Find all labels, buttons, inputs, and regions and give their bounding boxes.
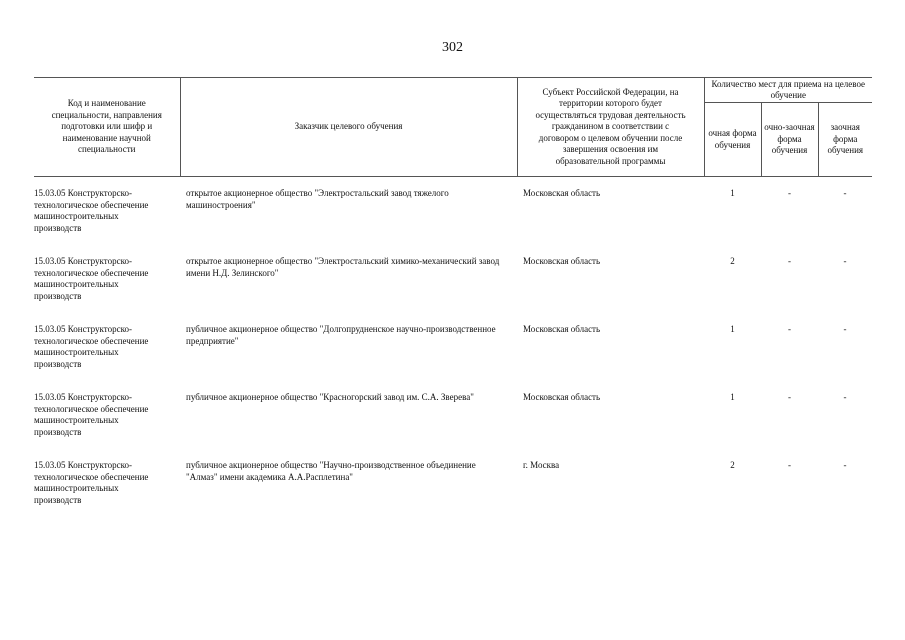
header-part-time: очно-заочная форма обучения (761, 103, 818, 177)
header-customer: Заказчик целевого обучения (180, 78, 517, 177)
row-correspondence: - (843, 324, 847, 334)
row-part-time: - (788, 324, 791, 334)
header-correspondence: заочная форма обучения (818, 103, 872, 177)
row-customer: публичное акционерное общество "Красногорский завод им. С.А. Зверева" (186, 392, 474, 402)
row-region: г. Москва (523, 460, 560, 470)
row-full-time: 1 (730, 324, 735, 334)
row-correspondence: - (843, 256, 847, 266)
row-customer: открытое акционерное общество "Электростальский химико-механический завод имени Н.Д. Зелинского" (186, 256, 500, 278)
header-region: Субъект Российской Федерации, на территории которого будет осуществляться трудовая деятельность гражданином в соответствии с договором о целевом обучении после завершения освоения им образовательной программы (517, 78, 704, 177)
row-part-time: - (788, 460, 791, 470)
row-part-time: - (788, 188, 791, 198)
row-code: 15.03.05 Конструкторско-технологическое обеспечение машиностроительных производств (34, 324, 149, 369)
row-code: 15.03.05 Конструкторско-технологическое обеспечение машиностроительных производств (34, 188, 149, 233)
table-row (34, 460, 872, 528)
row-part-time: - (788, 256, 791, 266)
row-customer: открытое акционерное общество "Электростальский завод тяжелого машиностроения" (186, 188, 449, 210)
table-row (34, 188, 872, 256)
row-full-time: 2 (730, 460, 735, 470)
target-training-table (34, 77, 872, 528)
row-region: Московская область (523, 392, 601, 402)
row-customer: публичное акционерное общество "Научно-производственное объединение "Алмаз" имени академика А.А.Расплетина" (186, 460, 476, 482)
row-full-time: 1 (730, 188, 735, 198)
row-part-time: - (788, 392, 791, 402)
row-full-time: 2 (730, 256, 735, 266)
row-full-time: 1 (730, 392, 735, 402)
row-correspondence: - (843, 188, 847, 198)
table-row (34, 324, 872, 392)
header-full-time: очная форма обучения (704, 103, 761, 177)
row-correspondence: - (843, 392, 847, 402)
table-row (34, 256, 872, 324)
row-code: 15.03.05 Конструкторско-технологическое обеспечение машиностроительных производств (34, 256, 149, 301)
row-customer: публичное акционерное общество "Долгопрудненское научно-производственное предприятие" (186, 324, 496, 346)
row-region: Московская область (523, 256, 601, 266)
row-code: 15.03.05 Конструкторско-технологическое обеспечение машиностроительных производств (34, 460, 149, 505)
row-correspondence: - (843, 460, 847, 470)
page-number: 302 (442, 40, 463, 55)
table-row (34, 392, 872, 460)
header-code: Код и наименование специальности, направления подготовки или шифр и наименование научной специальности (34, 78, 180, 177)
header-places: Количество мест для приема на целевое обучение (704, 78, 872, 103)
row-region: Московская область (523, 324, 601, 334)
row-code: 15.03.05 Конструкторско-технологическое обеспечение машиностроительных производств (34, 392, 149, 437)
row-region: Московская область (523, 188, 601, 198)
